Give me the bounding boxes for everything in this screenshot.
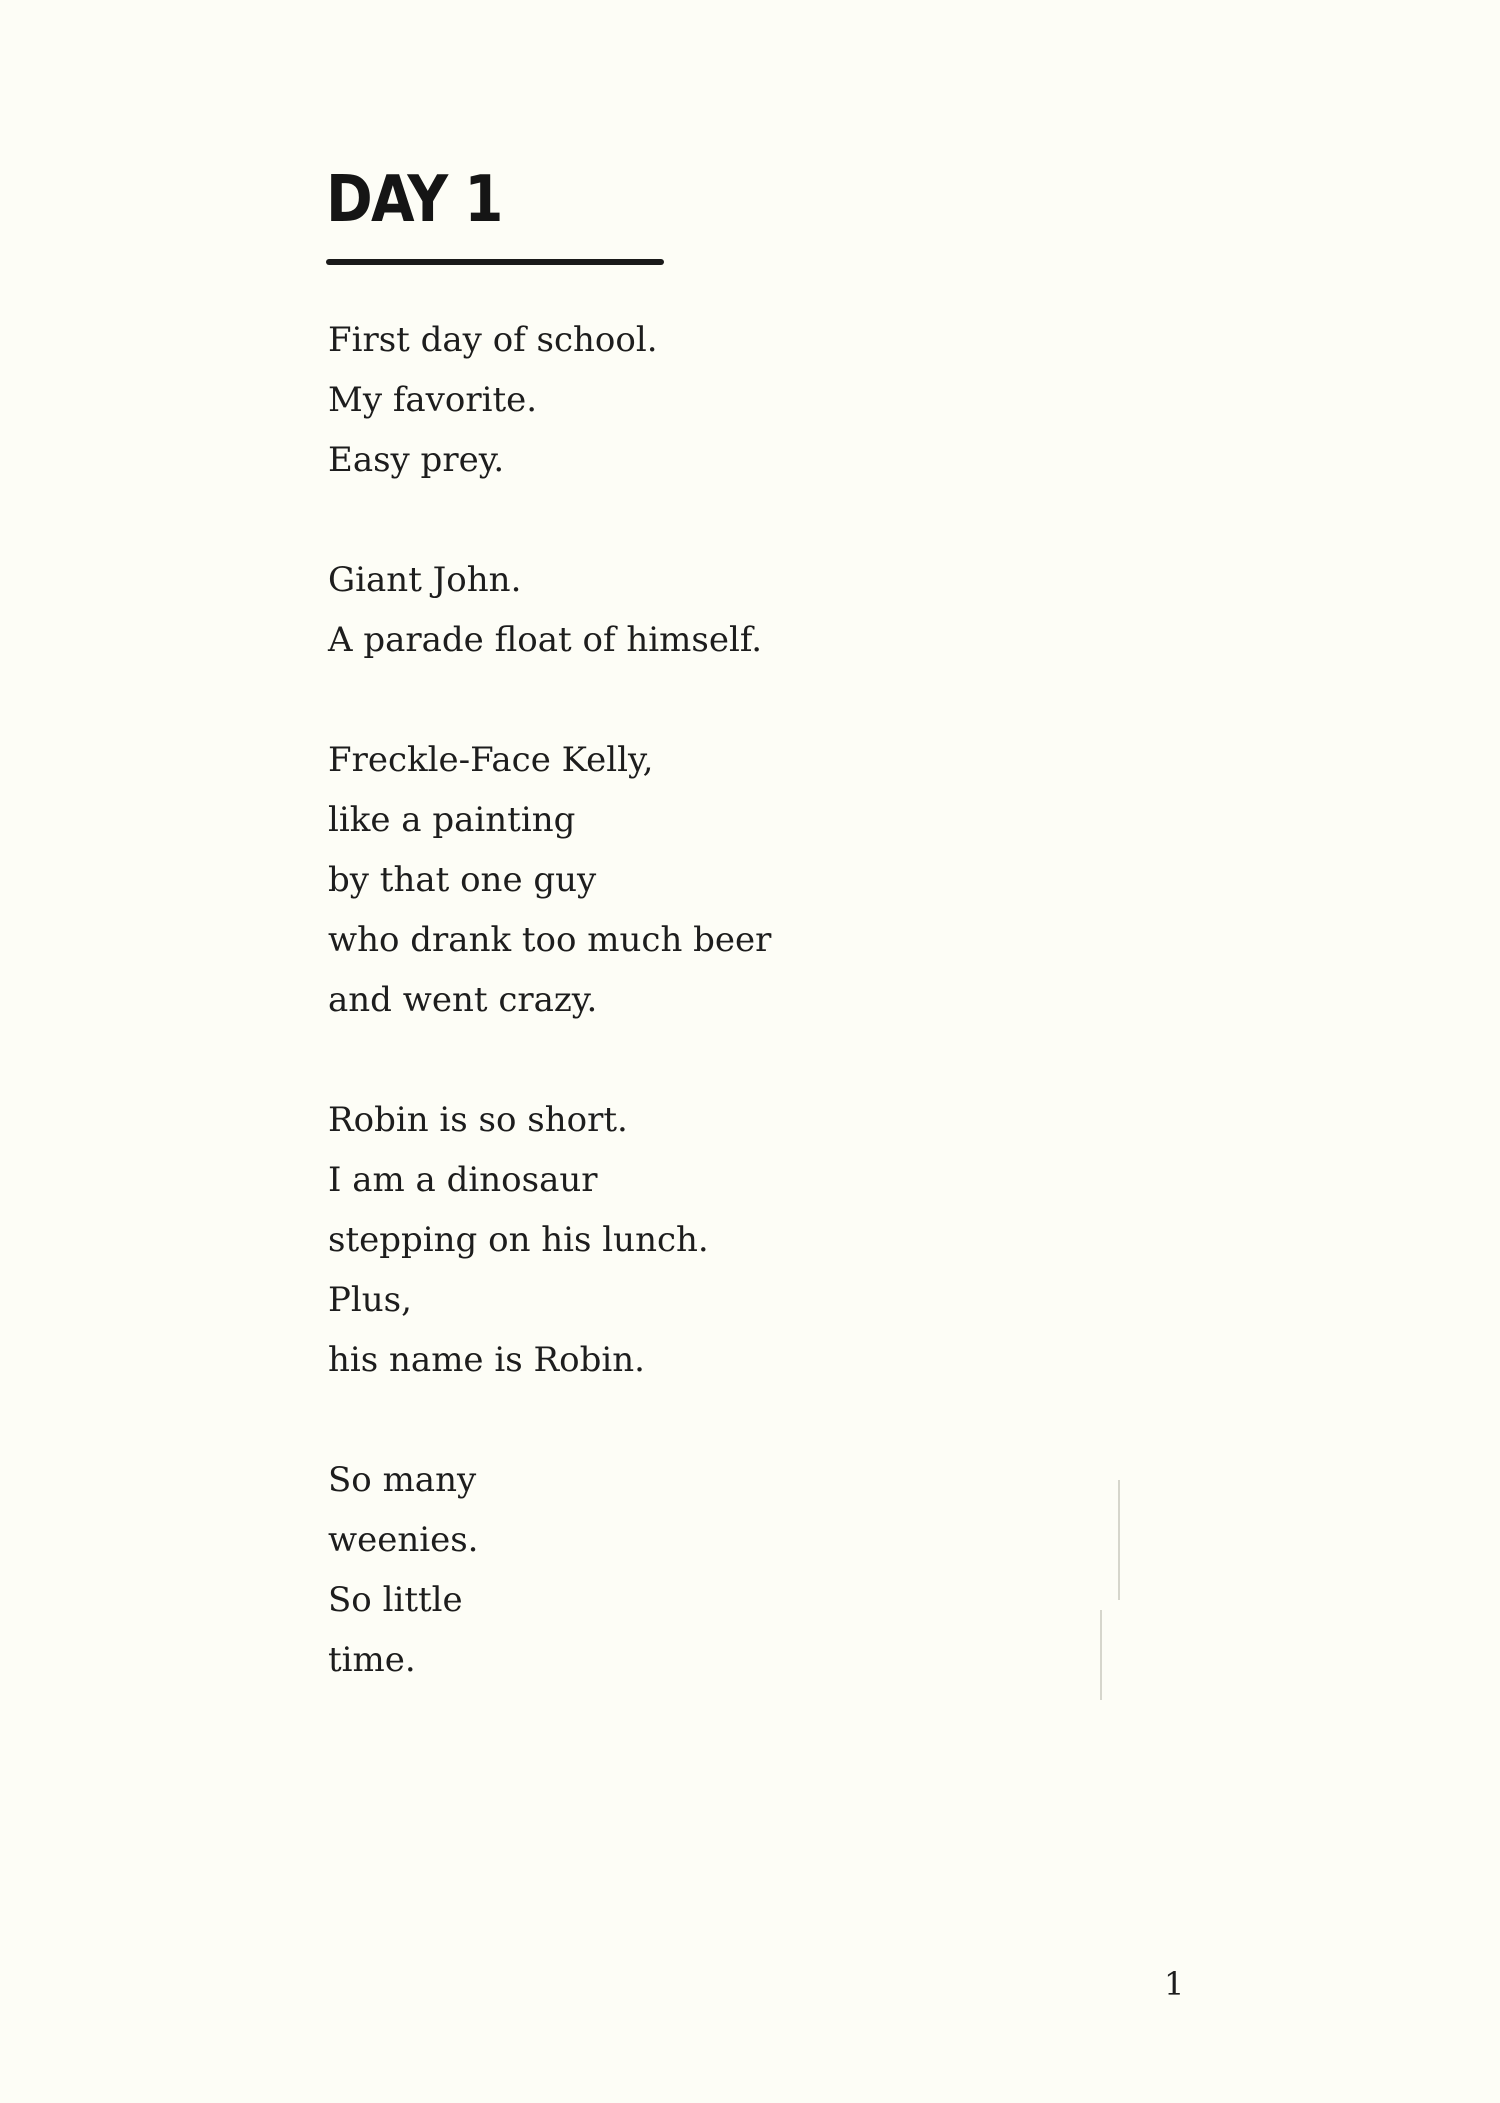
poem-line: his name is Robin.: [328, 1340, 645, 1380]
chapter-heading: DAY 1: [326, 163, 502, 237]
heading-underline: [326, 259, 664, 265]
poem-line: My favorite.: [328, 380, 538, 420]
poem-line: I am a dinosaur: [328, 1160, 598, 1200]
poem-line: and went crazy.: [328, 980, 598, 1020]
poem-line: stepping on his lunch.: [328, 1220, 709, 1260]
poem-line: like a painting: [328, 800, 576, 840]
poem-line: Freckle-Face Kelly,: [328, 740, 654, 780]
stanza: [328, 1450, 1028, 1690]
poem-line: A parade float of himself.: [328, 620, 762, 660]
page-number: 1: [1164, 1965, 1185, 2003]
poem-line: Easy prey.: [328, 440, 505, 480]
poem-line: Plus,: [328, 1280, 412, 1320]
poem-line: weenies.: [328, 1520, 479, 1560]
poem-body: [328, 310, 1028, 1750]
poem-line: So little: [328, 1580, 463, 1620]
scan-crease-mark: [1100, 1610, 1102, 1700]
poem-line: time.: [328, 1640, 416, 1680]
poem-line: who drank too much beer: [328, 920, 772, 960]
poem-line: First day of school.: [328, 320, 658, 360]
stanza: [328, 730, 1028, 1030]
poem-line: Robin is so short.: [328, 1100, 628, 1140]
stanza: [328, 310, 1028, 490]
poem-line: by that one guy: [328, 860, 597, 900]
poem-line: Giant John.: [328, 560, 522, 600]
poem-line: So many: [328, 1460, 477, 1500]
stanza: [328, 1090, 1028, 1390]
stanza: [328, 550, 1028, 670]
scan-crease-mark: [1118, 1480, 1120, 1600]
